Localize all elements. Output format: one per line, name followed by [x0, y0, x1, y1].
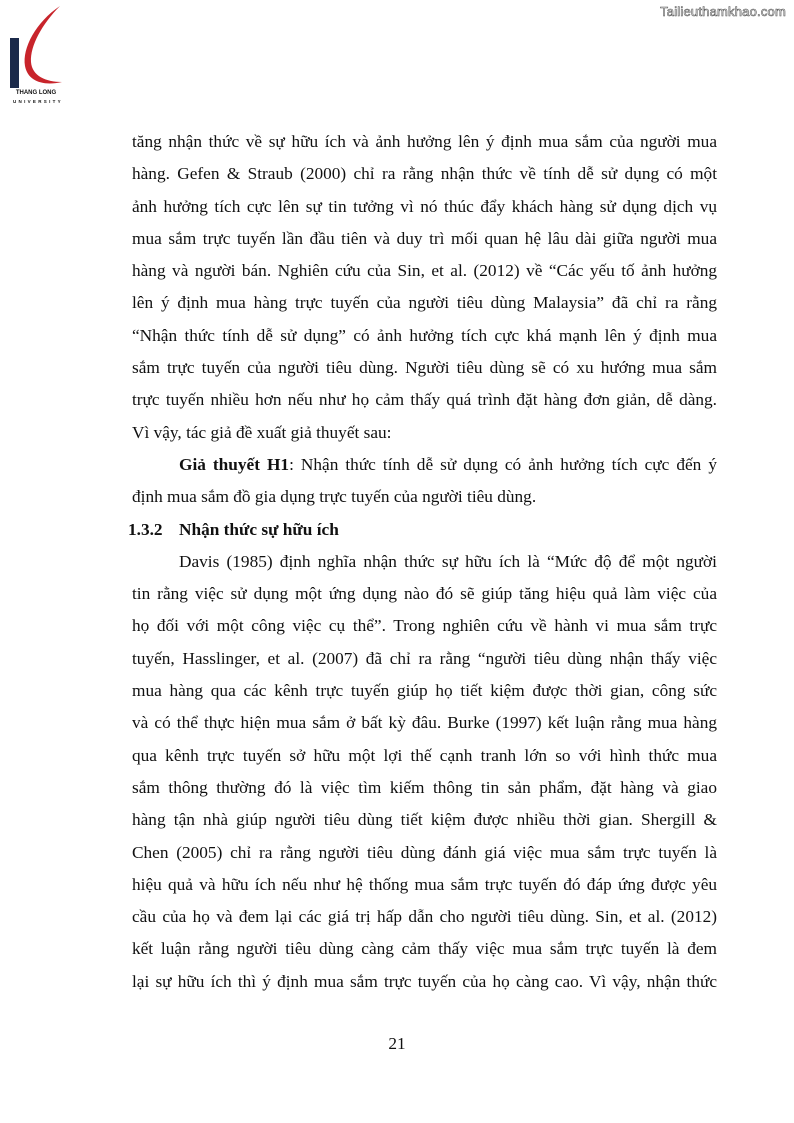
- hypothesis-line: định mua sắm đồ gia dụng trực tuyến của người tiêu dùng.: [132, 487, 537, 507]
- text-line: tin rằng việc sử dụng một ứng dụng nào đó sẽ giúp tăng hiệu quả làm việc của: [132, 584, 717, 604]
- watermark: Tailieuthamkhao.com: [660, 4, 786, 19]
- text-line: sắm thông thường đó là việc tìm kiếm thông tin sản phẩm, đặt hàng và giao: [132, 777, 717, 797]
- text-line: và có thể thực hiện mua sắm ở bất kỳ đâu. Burke (1997) kết luận rằng mua hàng: [132, 713, 717, 733]
- text-line: Davis (1985) định nghĩa nhận thức sự hữu ích là “Mức độ để một người: [179, 551, 717, 571]
- text-line: trực tuyến nhiều hơn nếu như họ cảm thấy quá trình đặt hàng đơn giản, dễ dàng.: [132, 390, 717, 410]
- logo-blue-bar: [10, 38, 19, 88]
- page-number: 21: [388, 1034, 406, 1053]
- text-line: hiệu quả và hữu ích nếu như hệ thống mua sắm trực tuyến đó đáp ứng được yêu: [132, 874, 717, 894]
- text-line: tăng nhận thức về sự hữu ích và ảnh hưởng lên ý định mua sắm của người mua: [132, 132, 717, 151]
- text-line: sắm trực tuyến của người tiêu dùng. Người tiêu dùng sẽ có xu hướng mua sắm: [132, 358, 717, 378]
- text-line: qua kênh trực tuyến sở hữu một lợi thế cạnh tranh lớn so với hình thức mua: [132, 745, 717, 765]
- text-line: mua hàng qua các kênh trực tuyến giúp họ tiết kiệm được thời gian, công sức: [132, 681, 717, 701]
- text-line: “Nhận thức tính dễ sử dụng” có ảnh hưởng tích cực khá mạnh lên ý định mua: [132, 325, 717, 345]
- hypothesis-line: [132, 449, 717, 481]
- text-line: Chen (2005) chỉ ra rằng người tiêu dùng đánh giá việc mua sắm trực tuyến là: [132, 842, 717, 862]
- text-line: hàng tận nhà giúp người tiêu dùng tiết kiệm được nhiều thời gian. Shergill &: [132, 810, 717, 830]
- university-logo: [0, 4, 72, 108]
- text-line: mua sắm trực tuyến lần đầu tiên và duy trì mối quan hệ lâu dài giữa người mua: [132, 228, 717, 248]
- logo-name: THANG LONG: [15, 90, 57, 96]
- text-line: lên ý định mua hàng trực tuyến của người tiêu dùng Malaysia” đã chỉ ra rằng: [132, 293, 717, 313]
- logo-mark-icon: [0, 4, 72, 92]
- section-number: 1.3.2: [128, 519, 163, 539]
- text-line: ảnh hưởng tích cực lên sự tin tưởng vì nó thúc đẩy khách hàng sử dụng dịch vụ: [132, 196, 717, 216]
- logo-red-swoosh: [25, 6, 62, 83]
- document-body: [128, 126, 717, 998]
- section-title: Nhận thức sự hữu ích: [179, 519, 339, 539]
- text-line: hàng. Gefen & Straub (2000) chỉ ra rằng nhận thức về tính dễ sử dụng có một: [132, 164, 717, 184]
- logo-subtitle: UNIVERSITY: [12, 99, 63, 104]
- text-line: cầu của họ và đem lại các giá trị hấp dẫn cho người tiêu dùng. Sin, et al. (2012): [132, 907, 717, 927]
- text-line: tuyến, Hasslinger, et al. (2007) đã chỉ ra rằng “người tiêu dùng nhận thấy việc: [132, 648, 717, 668]
- section-heading: [128, 514, 717, 546]
- text-line: lại sự hữu ích thì ý định mua sắm trực tuyến của họ càng cao. Vì vậy, nhận thức: [132, 971, 717, 991]
- hypothesis-text: : Nhận thức tính dễ sử dụng có ảnh hưởng tích cực đến ý: [289, 454, 717, 474]
- text-line: hàng và người bán. Nghiên cứu của Sin, et al. (2012) về “Các yếu tố ảnh hưởng: [132, 261, 717, 281]
- text-line: kết luận rằng người tiêu dùng càng cảm thấy việc mua sắm trực tuyến là đem: [132, 939, 717, 959]
- text-line: họ đối với một công việc cụ thể”. Trong nghiên cứu về hành vi mua sắm trực: [132, 616, 717, 636]
- text-line: Vì vậy, tác giả đề xuất giả thuyết sau:: [132, 422, 392, 442]
- hypothesis-label: Giả thuyết H1: [179, 454, 290, 474]
